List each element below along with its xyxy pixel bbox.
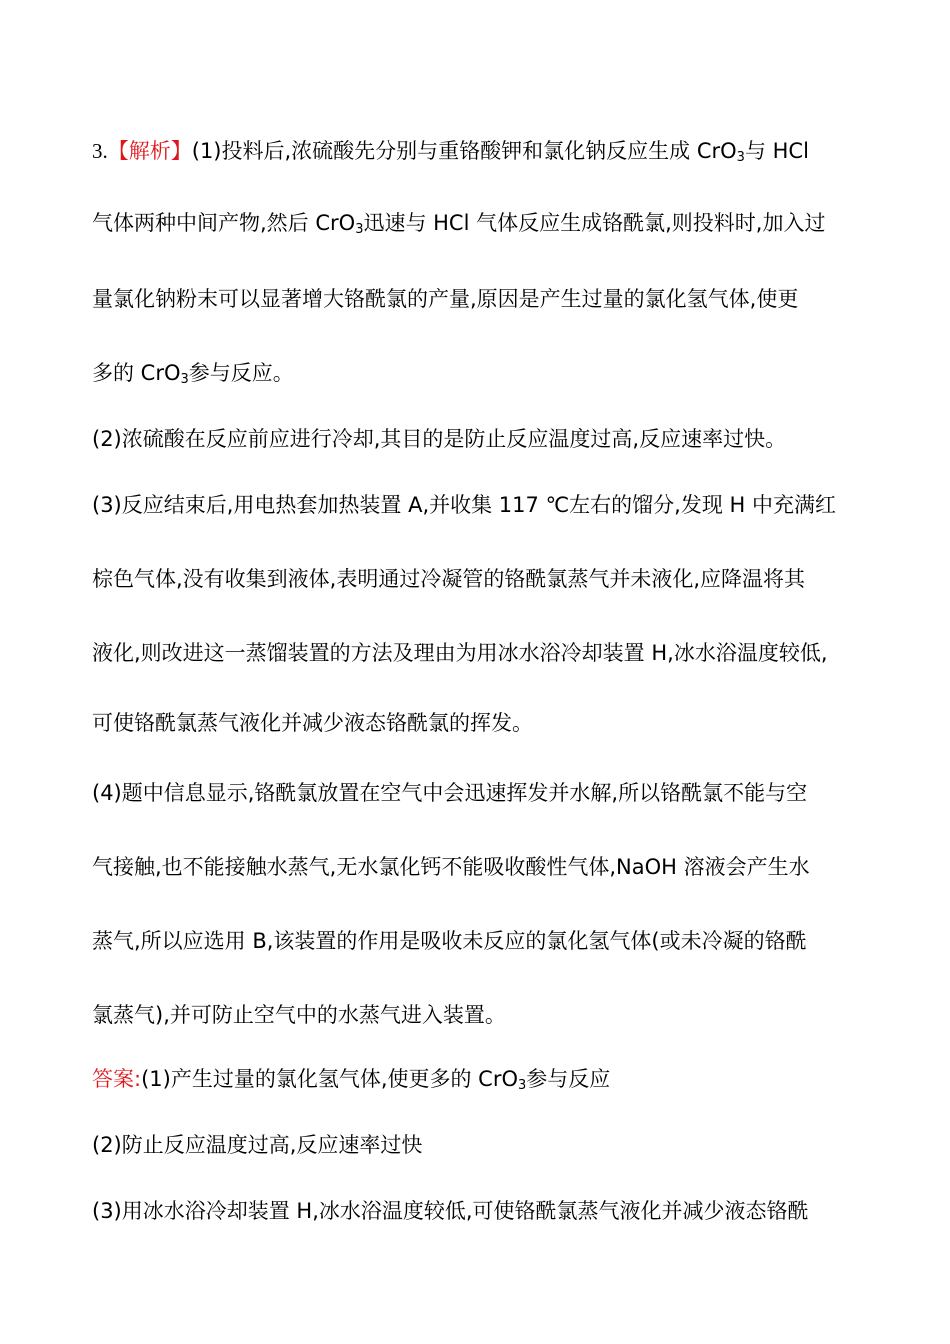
answer-line-1	[92, 1064, 862, 1094]
analysis-paragraph-3-line: (3)反应结束后,用电热套加热装置 A,并收集 117 ℃左右的馏分,发现 H 中充满红	[92, 493, 836, 517]
analysis-tag: 【解析】	[107, 139, 192, 163]
analysis-line-2	[92, 208, 862, 238]
analysis-paragraph-4-line: 气接触,也不能接触水蒸气,无水氯化钙不能吸收酸性气体,NaOH 溶液会产生水	[92, 855, 810, 879]
analysis-line-4	[92, 358, 862, 388]
text-segment: 气体两种中间产物,然后 CrO	[92, 211, 356, 235]
analysis-paragraph-3-line: 可使铬酰氯蒸气液化并减少液态铬酰氯的挥发。	[92, 711, 533, 735]
answer-label: 答案:	[92, 1067, 142, 1091]
subscript: 3	[180, 372, 189, 387]
text-segment: (1)投料后,浓硫酸先分别与重铬酸钾和氯化钠反应生成 CrO	[191, 139, 737, 163]
subscript: 3	[355, 222, 364, 237]
analysis-paragraph-2: (2)浓硫酸在反应前应进行冷却,其目的是防止反应温度过高,反应速率过快。	[92, 427, 787, 451]
analysis-line-1	[92, 136, 862, 166]
subscript: 3	[518, 1078, 527, 1093]
answer-line-3: (3)用冰水浴冷却装置 H,冰水浴温度较低,可使铬酰氯蒸气液化并减少液态铬酰	[92, 1199, 809, 1223]
text-segment: 参与反应。	[188, 361, 294, 385]
analysis-line-3: 量氯化钠粉末可以显著增大铬酰氯的产量,原因是产生过量的氯化氢气体,使更	[92, 287, 799, 311]
text-segment: 与 HCl	[744, 139, 809, 163]
question-number: 3.	[92, 139, 108, 163]
text-segment: 多的 CrO	[92, 361, 181, 385]
analysis-paragraph-3-line: 液化,则改进这一蒸馏装置的方法及理由为用冰水浴冷却装置 H,冰水浴温度较低,	[92, 641, 828, 665]
subscript: 3	[736, 150, 745, 165]
text-segment: 参与反应	[526, 1067, 611, 1091]
analysis-paragraph-4-line: 蒸气,所以应选用 B,该装置的作用是吸收未反应的氯化氢气体(或未冷凝的铬酰	[92, 929, 807, 953]
text-segment: (1)产生过量的氯化氢气体,使更多的 CrO	[141, 1067, 519, 1091]
answer-line-2: (2)防止反应温度过高,反应速率过快	[92, 1133, 423, 1157]
analysis-paragraph-4-line: 氯蒸气),并可防止空气中的水蒸气进入装置。	[92, 1003, 506, 1027]
analysis-paragraph-3-line: 棕色气体,没有收集到液体,表明通过冷凝管的铬酰氯蒸气并未液化,应降温将其	[92, 567, 806, 591]
text-segment: 迅速与 HCl 气体反应生成铬酰氯,则投料时,加入过	[363, 211, 826, 235]
analysis-paragraph-4-line: (4)题中信息显示,铬酰氯放置在空气中会迅速挥发并水解,所以铬酰氯不能与空	[92, 781, 808, 805]
